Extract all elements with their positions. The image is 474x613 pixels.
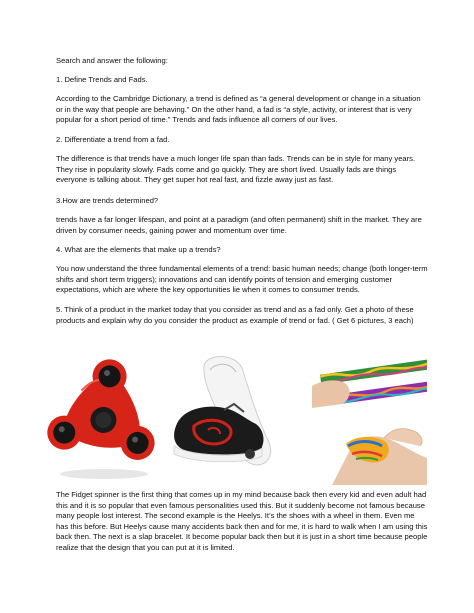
fidget-spinner-icon [47,346,161,485]
slap-bracelets-image [312,346,427,485]
question-3-heading: 3.How are trends determined? [56,196,159,205]
question-2-heading: 2. Differentiate a trend from a fad. [56,135,170,144]
fidget-spinner-image [47,346,161,485]
heelys-shoes-image [164,346,304,485]
question-1-heading: 1. Define Trends and Fads. [56,75,148,84]
answer-3-text: trends have a far longer lifespan, and point at a paradigm (and often permanent) shift in the market. They are driven by consumer needs, gaining power and momentum over time. [56,215,422,235]
intro-line [56,56,428,67]
answer-1-text: According to the Cambridge Dictionary, a trend is defined as “a general development or change in a situation or in the way that people are behaving.” On the other hand, a fad is “a style, activity, or interest that is very popular for a short period of time.” Trends and fads influence all corners of our lives. [56,94,421,125]
question-1 [56,75,428,86]
answer-2-text: The difference is that trends have a much longer life span than fads. Trends can be in style for many years. They rise in popularity slowly. Fads come and go quickly. They are short lived. Usually fads are things everyone is talking about. They get super hot real fast, and fizzle away just as fast. [56,154,416,185]
closing-text: The Fidget spinner is the first thing that comes up in my mind because back then every kid and even adult had this and it is so popular that even famous personalities used this. But it suddenly become not famous because many people lost interest. The second example is the Heelys. It’s the shoes with a wheel in them. Even me has this before. But Heelys cause many accidents back then and for me, it is hard to walk when I am using this back then. The next is a slap bracelet. It become popular back then but it is just in a short time because people realize that the design that you can put at it is limited. [56,490,428,552]
shoe-icon [164,346,304,485]
answer-2 [56,154,428,186]
answer-4 [56,264,428,296]
question-4-heading: 4. What are the elements that make up a trends? [56,245,221,254]
question-2 [56,135,428,146]
answer-1 [56,94,428,126]
answer-3 [56,215,428,236]
question-5 [56,305,428,326]
bracelet-icon [312,346,427,485]
intro-text: Search and answer the following: [56,56,168,65]
question-4 [56,245,428,256]
question-3 [56,196,428,207]
closing-paragraph [56,490,428,554]
question-5-heading: 5. Think of a product in the market today that you consider as trend and as a fad only. Get a photo of these products and explain why do you consider the product as example of trend or fad. ( Get 6 pictures, 3 each) [56,305,414,325]
answer-4-text: You now understand the three fundamental elements of a trend: basic human needs; change (both longer-term shifts and short term triggers); innovations and can identify points of tension and emerging customer expectations, which are where the key opportunities lie when it comes to consumer trends. [56,264,428,295]
